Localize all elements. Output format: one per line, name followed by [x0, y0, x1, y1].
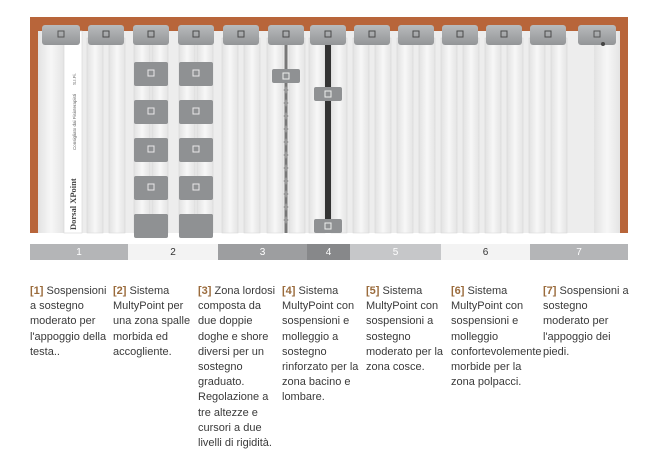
zone-description-7	[543, 284, 633, 360]
slat	[485, 38, 501, 233]
slat	[267, 38, 283, 233]
bed-frame-left	[30, 17, 38, 233]
zone-description-text: Sospensioni a sostegno moderato per l'appoggio della testa..	[30, 285, 107, 358]
stiffness-regulator	[314, 87, 342, 101]
zone-description-number: [5]	[366, 285, 380, 297]
slat	[419, 38, 435, 233]
slat	[244, 38, 260, 233]
slat	[441, 38, 457, 233]
multypoint-cursor	[179, 138, 213, 162]
multypoint-cursor	[134, 62, 168, 86]
slat-end-cap	[486, 25, 522, 45]
slat	[397, 38, 413, 233]
zone-description-text: Sistema MultyPoint con sospensioni a sostegno moderato per la zona cosce.	[366, 285, 444, 374]
multypoint-cursor	[179, 100, 213, 124]
rail-recommendation-text: Consigliato dai Fisioterapisti	[72, 93, 77, 150]
slat-end-cap	[398, 25, 434, 45]
multypoint-cursor	[134, 100, 168, 124]
zone-description-5	[366, 284, 448, 375]
slat	[551, 38, 567, 233]
multypoint-cursor	[179, 176, 213, 200]
slat	[463, 38, 479, 233]
zone-segment-4: 4	[307, 244, 350, 260]
multypoint-cursor	[134, 138, 168, 162]
support-strap	[325, 38, 331, 233]
zone-description-number: [7]	[543, 285, 557, 297]
zone-description-number: [4]	[282, 285, 296, 297]
frame-corner-right	[578, 25, 616, 45]
slat-end-cap	[442, 25, 478, 45]
side-rail-left	[38, 31, 64, 233]
zone-segment-1: 1	[30, 244, 128, 260]
slat	[375, 38, 391, 233]
slat-end-cap	[88, 25, 124, 45]
zone-description-number: [2]	[113, 285, 127, 297]
zone-segment-3: 3	[218, 244, 307, 260]
multypoint-cursor	[134, 214, 168, 233]
slat-end-cap	[310, 25, 346, 45]
stiffness-regulator	[314, 219, 342, 233]
slat	[331, 38, 347, 233]
slat	[289, 38, 305, 233]
multypoint-cursor	[179, 214, 213, 233]
slat	[353, 38, 369, 233]
slat	[109, 38, 125, 233]
slat-end-cap	[268, 25, 304, 45]
rail-brand-text: Dorsal XPoint	[68, 178, 78, 230]
zone-description-text: Sospensioni a sostegno moderato per l'appoggio dei piedi.	[543, 285, 629, 358]
multypoint-cursor	[134, 176, 168, 200]
zone-segment-2: 2	[128, 244, 218, 260]
zone-description-text: Sistema MultyPoint per una zona spalle morbida ed accogliente.	[113, 285, 191, 358]
slat	[529, 38, 545, 233]
frame-corner-left	[42, 25, 80, 45]
zone-description-text: Sistema MultyPoint con sospensioni e molleggio confortevolemente morbide per la zona polpacci.	[451, 285, 542, 389]
slat-end-cap	[354, 25, 390, 45]
zone-description-3	[198, 284, 280, 451]
slat	[222, 38, 238, 233]
rail-recommendation-suffix: S.I.Fi.	[72, 73, 77, 85]
bed-frame-right	[620, 17, 628, 233]
slat	[87, 38, 103, 233]
zone-segment-6: 6	[441, 244, 530, 260]
zone-description-text: Sistema MultyPoint con sospensioni e molleggio a sostegno rinforzato per la zona bacino e lombare.	[282, 285, 359, 404]
zone-description-number: [6]	[451, 285, 465, 297]
zone-segment-5: 5	[350, 244, 441, 260]
zone-description-6	[451, 284, 541, 390]
slat-end-cap	[530, 25, 566, 45]
zone-description-text: Zona lordosi composta da due doppie doghe e shore diversi per un sostegno graduato. Regolazione a tre altezze e cursori a due livelli di rigidità.	[198, 285, 276, 450]
slat-end-cap	[223, 25, 259, 45]
side-rail-right	[594, 31, 620, 233]
stiffness-regulator	[272, 69, 300, 83]
slat-end-cap	[178, 25, 214, 45]
zone-description-1	[30, 284, 112, 360]
zone-description-number: [1]	[30, 285, 44, 297]
slat-end-cap	[133, 25, 169, 45]
zone-segment-7: 7	[530, 244, 628, 260]
slat	[507, 38, 523, 233]
zone-description-2	[113, 284, 195, 360]
multypoint-cursor	[179, 62, 213, 86]
slat	[309, 38, 325, 233]
zone-description-number: [3]	[198, 285, 212, 297]
comfort-zone-bar	[30, 244, 628, 260]
zone-description-4	[282, 284, 364, 406]
